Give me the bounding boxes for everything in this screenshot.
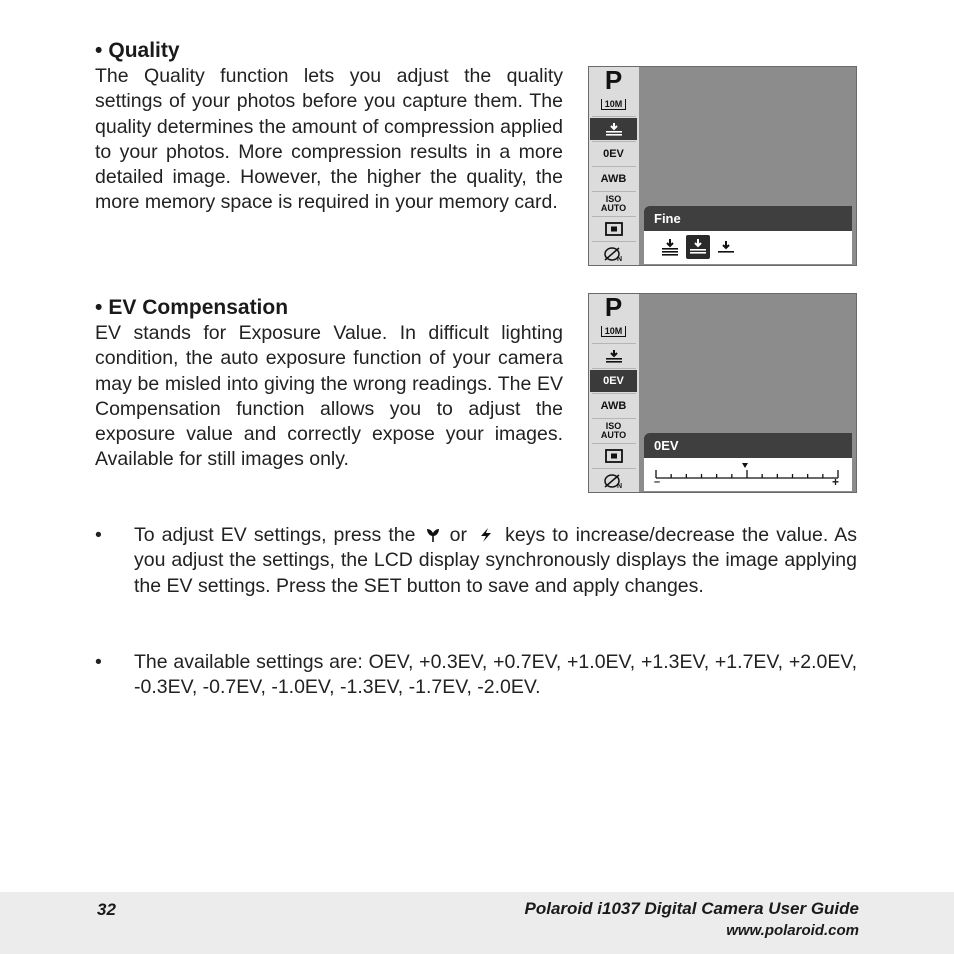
ev-heading: • EV Compensation xyxy=(95,296,289,319)
quality-item xyxy=(590,345,637,367)
wb-item: AWB xyxy=(600,173,627,185)
bullet-text xyxy=(134,523,857,599)
quality-paragraph: The Quality function lets you adjust the quality settings of your photos before you capture them. The quality determines the amount of compression applied to your photos. More compression results in a more detailed image. However, the higher the quality, the more memory space is required in your memory card. xyxy=(95,65,563,214)
ev-scale-ruler xyxy=(644,458,852,491)
bullet-text-end: keys to increase/decrease the value. As you adjust the settings, the LCD display synchronously displays the image applying the EV settings. Press the SET button to save and apply changes. xyxy=(134,524,857,597)
quality-fine-icon xyxy=(604,349,624,363)
mode-indicator: P xyxy=(604,64,623,95)
resolution-icon: 10M xyxy=(601,326,627,337)
bullet-mark: • xyxy=(95,524,102,546)
quality-fine-selected-icon xyxy=(686,235,710,259)
face-detect-off-icon xyxy=(602,473,626,489)
ev-item: 0EV xyxy=(603,148,624,160)
quality-heading: • Quality xyxy=(95,39,180,62)
quality-fine-icon xyxy=(604,122,624,136)
ev-scale-ticks xyxy=(656,470,838,478)
resolution-item xyxy=(590,320,637,342)
quality-fine-option xyxy=(686,235,710,259)
face-detect-off-icon xyxy=(602,246,626,262)
page-footer xyxy=(0,892,954,954)
iso-item xyxy=(590,420,637,442)
iso-label: ISO xyxy=(605,194,622,204)
ev-plus-label: + xyxy=(832,475,840,489)
iso-label: ISO xyxy=(605,421,622,431)
metering-item xyxy=(590,445,637,467)
bullet-adjust-ev xyxy=(95,523,857,625)
ev-selected-label: 0EV xyxy=(644,433,852,458)
metering-icon xyxy=(604,222,624,236)
ev-current-marker xyxy=(742,463,748,468)
flash-icon xyxy=(478,527,494,543)
quality-selected-label: Fine xyxy=(644,206,852,231)
bullet-mark: • xyxy=(95,651,102,673)
resolution-item xyxy=(590,93,637,115)
metering-item xyxy=(590,218,637,240)
metering-icon xyxy=(604,449,624,463)
svg-text:N: N xyxy=(616,256,622,262)
macro-flower-icon xyxy=(425,527,441,543)
bullet-text-or: or xyxy=(449,524,467,546)
page-number: 32 xyxy=(97,900,116,919)
quality-item xyxy=(590,118,637,140)
face-detect-item xyxy=(590,243,637,265)
iso-value: AUTO xyxy=(600,430,627,440)
resolution-icon: 10M xyxy=(601,99,627,110)
lcd-menu-sidebar xyxy=(589,64,639,265)
iso-item xyxy=(590,193,637,215)
bullet-available-settings xyxy=(95,650,857,702)
bullet-text-start: To adjust EV settings, press the xyxy=(134,524,416,546)
quality-options xyxy=(644,231,852,264)
svg-text:N: N xyxy=(616,483,622,489)
ev-item: 0EV xyxy=(590,370,637,392)
lcd-ev-screen xyxy=(588,293,857,493)
website-url: www.polaroid.com xyxy=(726,922,859,939)
mode-indicator: P xyxy=(604,291,623,322)
lcd-quality-screen xyxy=(588,66,857,266)
ev-scale xyxy=(644,458,852,491)
wb-item: AWB xyxy=(600,400,627,412)
quality-normal-icon xyxy=(716,240,736,254)
face-detect-item xyxy=(590,470,637,492)
quality-superfine-icon xyxy=(660,238,680,256)
lcd-menu-sidebar xyxy=(589,291,639,492)
ev-minus-label: – xyxy=(654,476,661,488)
bullet-text: The available settings are: OEV, +0.3EV, +0.7EV, +1.0EV, +1.3EV, +1.7EV, +2.0EV, -0.3EV, -0.7EV, -1.0EV, -1.3EV, -1.7EV, -2.0EV. xyxy=(134,651,857,699)
iso-value: AUTO xyxy=(600,203,627,213)
guide-title: Polaroid i1037 Digital Camera User Guide xyxy=(524,899,859,918)
ev-paragraph: EV stands for Exposure Value. In difficult lighting condition, the auto exposure function of your camera may be misled into giving the wrong readings. The EV Compensation function allows you to adjust the exposure value and correctly expose your images. Available for still images only. xyxy=(95,322,563,471)
